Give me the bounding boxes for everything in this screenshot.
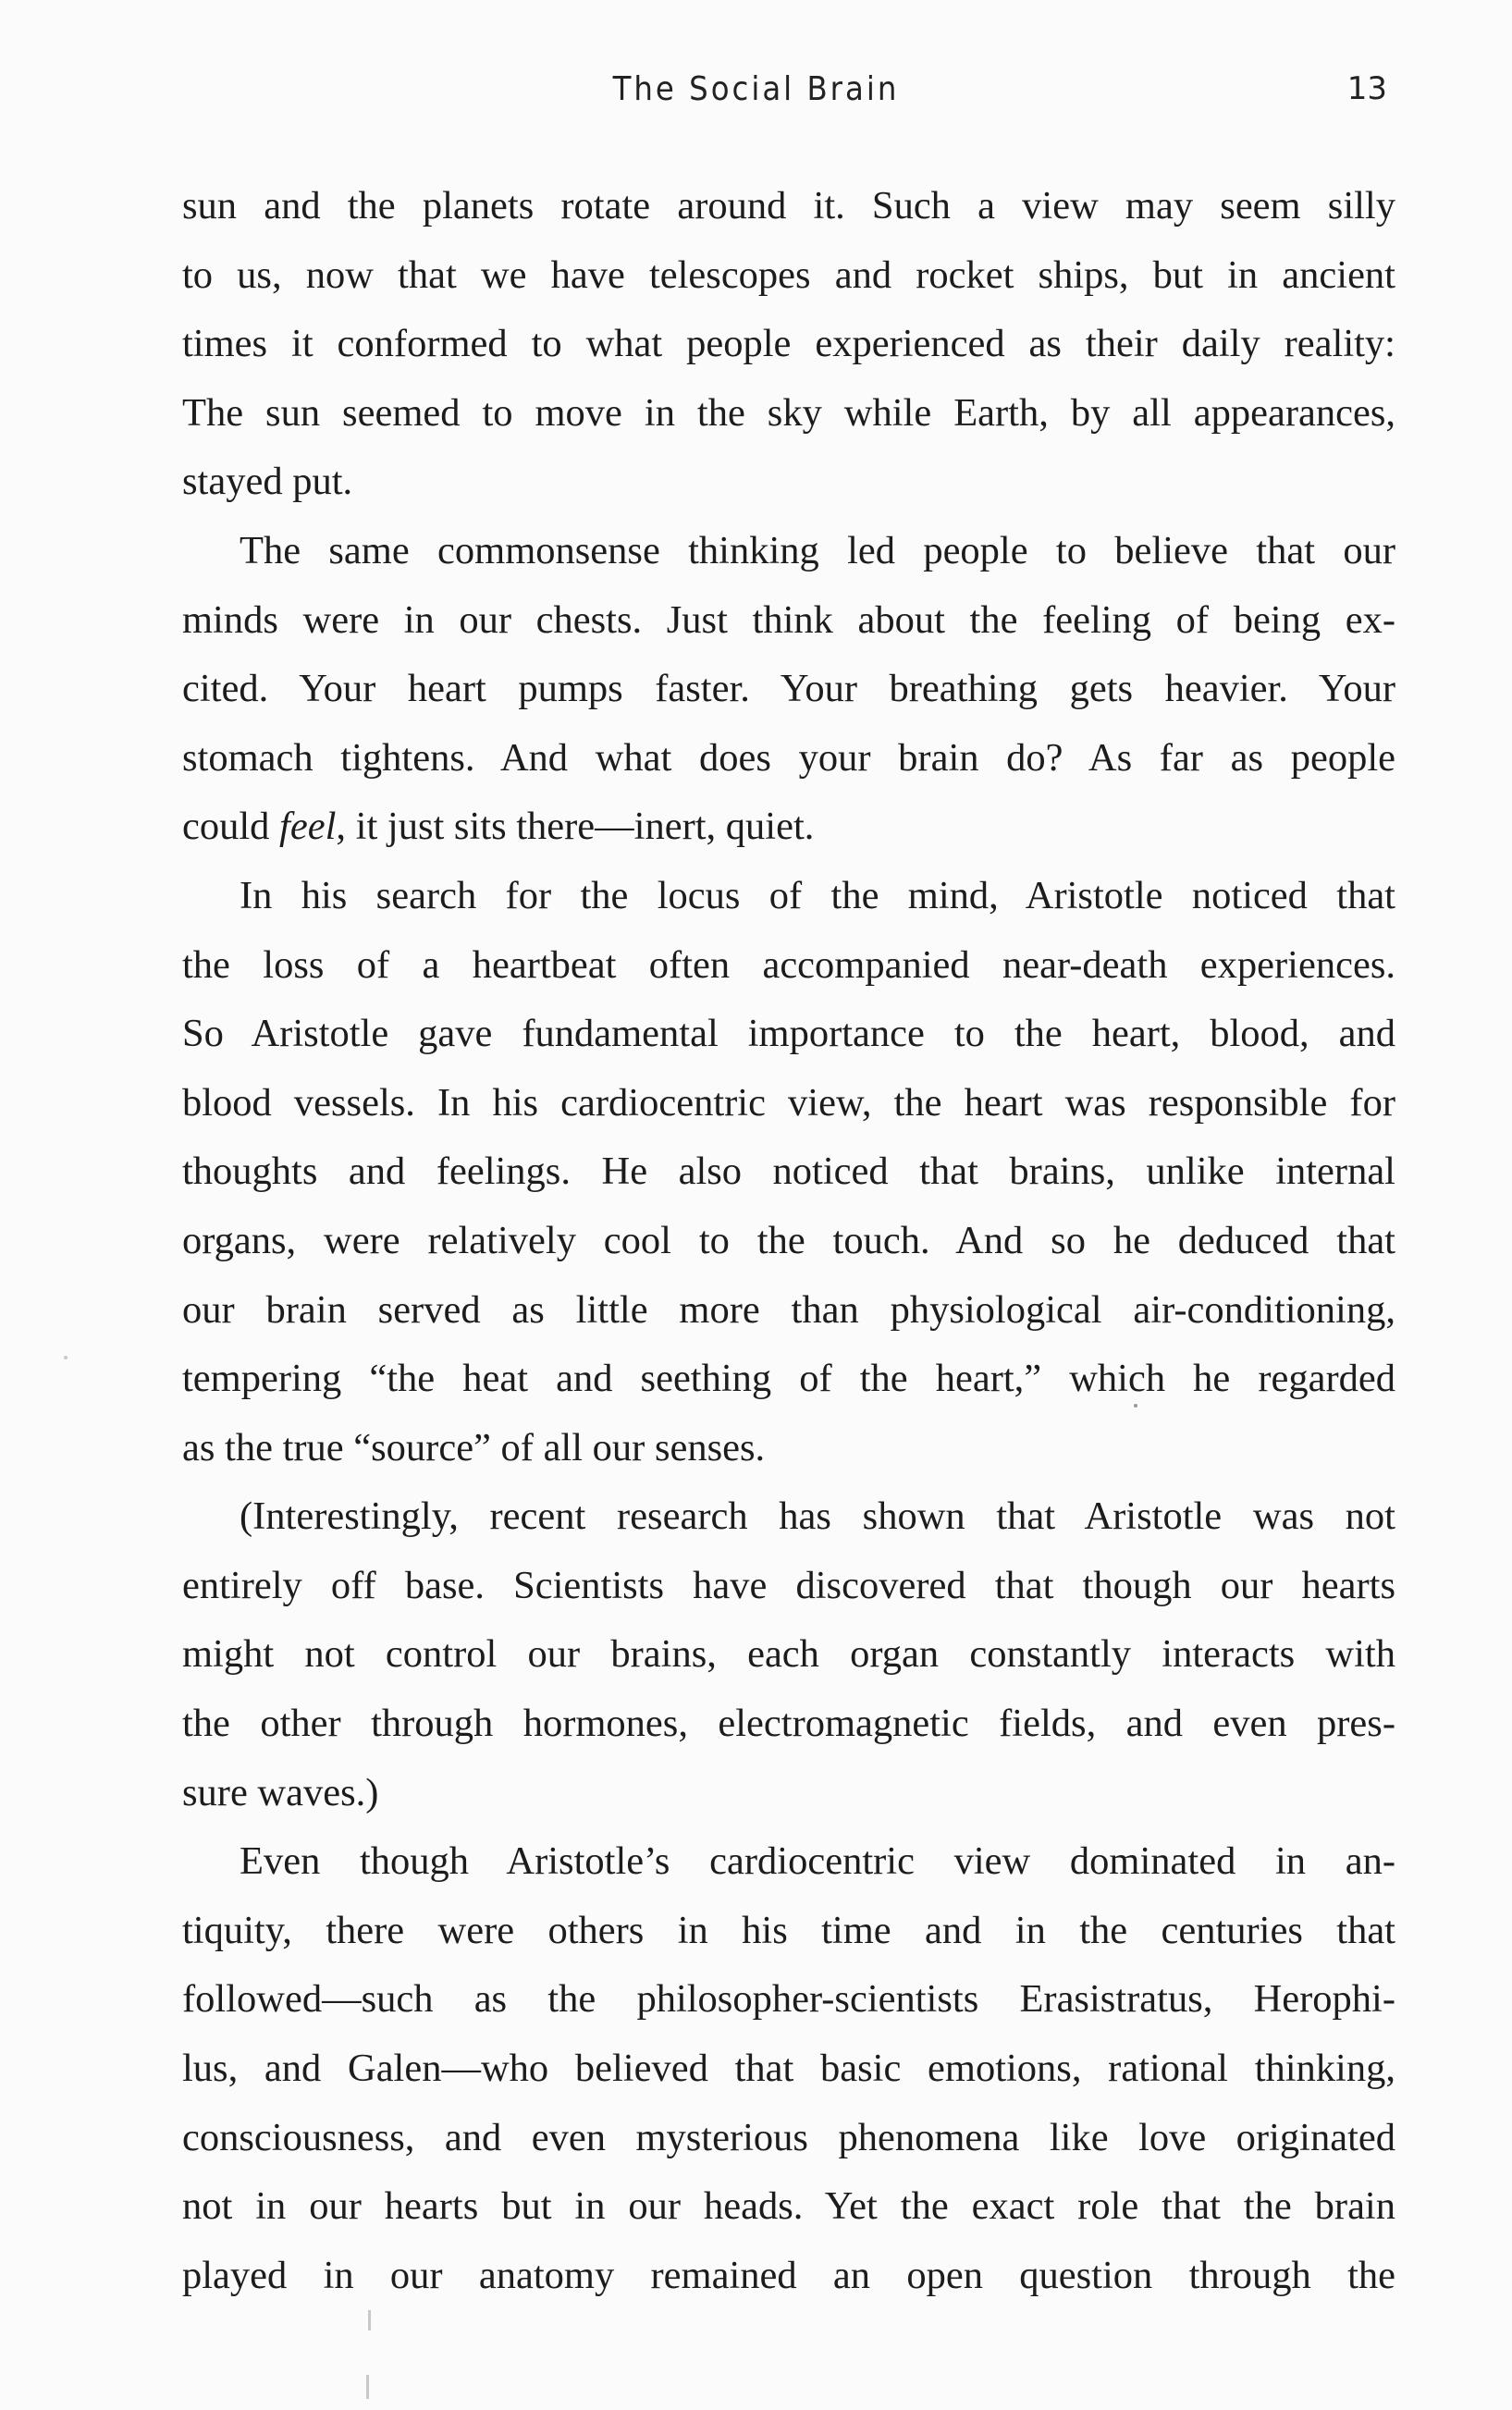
text-line: stomach tightens. And what does your brain do? As far as people	[182, 735, 1395, 780]
scan-speck	[64, 1356, 68, 1359]
text-line: Even though Aristotle’s cardiocentric view dominated in an-	[240, 1839, 1395, 1884]
running-head	[0, 70, 1512, 126]
text-fragment: , it just sits there—inert, quiet.	[336, 805, 815, 849]
text-fragment: could	[182, 805, 280, 849]
running-title: The Social Brain	[612, 70, 900, 108]
paragraph	[182, 1827, 1395, 2310]
text-line: The same commonsense thinking led people to believe that our	[240, 528, 1395, 572]
text-line: tempering “the heat and seething of the heart,” which he regarded	[182, 1357, 1395, 1401]
body-text	[182, 172, 1395, 2310]
paragraph	[182, 1482, 1395, 1827]
paragraph	[182, 862, 1395, 1482]
emphasized-word: feel	[279, 805, 337, 849]
scan-speck	[368, 2310, 371, 2330]
text-line: The sun seemed to move in the sky while Earth, by all appearances,	[182, 390, 1395, 435]
text-line: tiquity, there were others in his time and in the centuries that	[182, 1908, 1395, 1952]
text-line: blood vessels. In his cardiocentric view, the heart was responsible for	[182, 1080, 1395, 1125]
scan-speck	[1134, 1404, 1137, 1408]
text-line: our brain served as little more than physiological air-conditioning,	[182, 1287, 1395, 1332]
text-line: sun and the planets rotate around it. Such a view may seem silly	[182, 184, 1395, 227]
text-line: consciousness, and even mysterious phenomena like love originated	[182, 2115, 1395, 2159]
text-line: the loss of a heartbeat often accompanied near-death experiences.	[182, 942, 1395, 987]
text-line: times it conformed to what people experienced as their daily reality:	[182, 322, 1395, 366]
text-line: to us, now that we have telescopes and rocket ships, but in ancient	[182, 252, 1395, 297]
text-line: cited. Your heart pumps faster. Your breathing gets heavier. Your	[182, 667, 1395, 711]
text-line: might not control our brains, each organ constantly interacts with	[182, 1632, 1395, 1677]
text-line: the other through hormones, electromagnetic fields, and even pres-	[182, 1702, 1395, 1746]
text-line: played in our anatomy remained an open question through the	[182, 2253, 1395, 2297]
text-line: thoughts and feelings. He also noticed that brains, unlike internal	[182, 1150, 1395, 1194]
text-line: organs, were relatively cool to the touch. And so he deduced that	[182, 1218, 1395, 1262]
text-line: (Interestingly, recent research has shown that Aristotle was not	[240, 1494, 1395, 1539]
text-line: followed—such as the philosopher-scientists Erasistratus, Herophi-	[182, 1977, 1395, 2022]
text-line: as the true “source” of all our senses.	[182, 1425, 766, 1469]
text-line: minds were in our chests. Just think about the feeling of being ex-	[182, 597, 1395, 642]
paragraph	[182, 517, 1395, 862]
page-number: 13	[1346, 70, 1387, 107]
text-line: So Aristotle gave fundamental importance to the heart, blood, and	[182, 1012, 1395, 1056]
text-line	[182, 793, 1395, 862]
text-line: In his search for the locus of the mind, Aristotle noticed that	[240, 873, 1395, 917]
text-line: entirely off base. Scientists have discovered that though our hearts	[182, 1563, 1395, 1607]
text-line: lus, and Galen—who believed that basic emotions, rational thinking,	[182, 2047, 1395, 2091]
text-line: not in our hearts but in our heads. Yet the exact role that the brain	[182, 2184, 1395, 2229]
scan-speck	[366, 2375, 369, 2399]
text-line: sure waves.)	[182, 1770, 379, 1814]
text-line: stayed put.	[182, 460, 353, 504]
paragraph	[182, 172, 1395, 517]
